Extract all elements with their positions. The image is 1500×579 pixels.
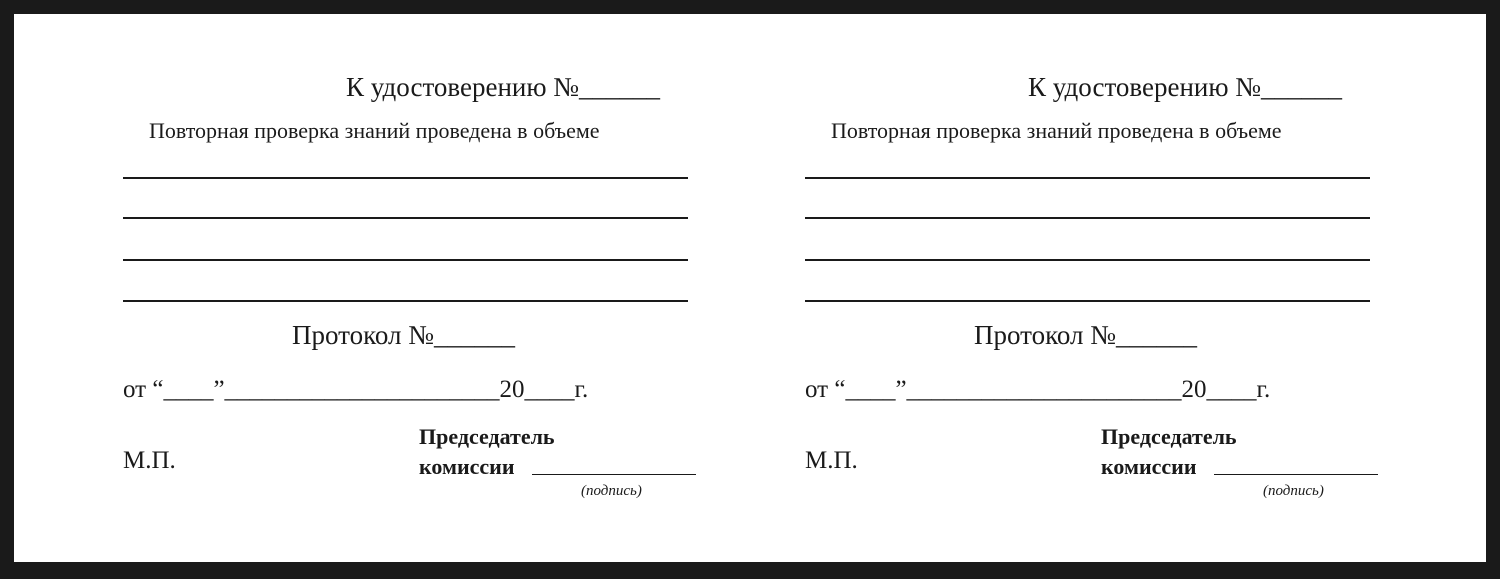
scope-line-4 bbox=[805, 300, 1370, 302]
chairman-label-line2: комиссии bbox=[1101, 454, 1197, 479]
signature-line bbox=[1214, 474, 1378, 475]
recheck-intro-text: Повторная проверка знаний проведена в объеме bbox=[149, 118, 600, 143]
scope-line-2 bbox=[805, 217, 1370, 219]
scope-line-4 bbox=[123, 300, 688, 302]
form-panel-left bbox=[14, 14, 714, 562]
scope-line-3 bbox=[805, 259, 1370, 261]
seal-label: М.П. bbox=[123, 447, 176, 474]
form-panel-right bbox=[696, 14, 1396, 562]
scope-line-3 bbox=[123, 259, 688, 261]
certificate-number-label: К удостоверению №______ bbox=[346, 72, 661, 102]
chairman-label-line1: Председатель bbox=[419, 424, 555, 449]
protocol-number-label: Протокол №______ bbox=[292, 320, 515, 350]
recheck-intro-text: Повторная проверка знаний проведена в объеме bbox=[831, 118, 1282, 143]
chairman-label-line1: Председатель bbox=[1101, 424, 1237, 449]
scope-line-1 bbox=[123, 177, 688, 179]
certificate-number-label: К удостоверению №______ bbox=[1028, 72, 1343, 102]
signature-line bbox=[532, 474, 696, 475]
form-sheet bbox=[14, 14, 1486, 562]
chairman-label-line2: комиссии bbox=[419, 454, 515, 479]
scope-line-2 bbox=[123, 217, 688, 219]
signature-caption: (подпись) bbox=[581, 483, 642, 499]
seal-label: М.П. bbox=[805, 447, 858, 474]
protocol-date-line: от “____”______________________20____г. bbox=[123, 376, 589, 403]
scope-line-1 bbox=[805, 177, 1370, 179]
protocol-date-line: от “____”______________________20____г. bbox=[805, 376, 1271, 403]
protocol-number-label: Протокол №______ bbox=[974, 320, 1197, 350]
signature-caption: (подпись) bbox=[1263, 483, 1324, 499]
